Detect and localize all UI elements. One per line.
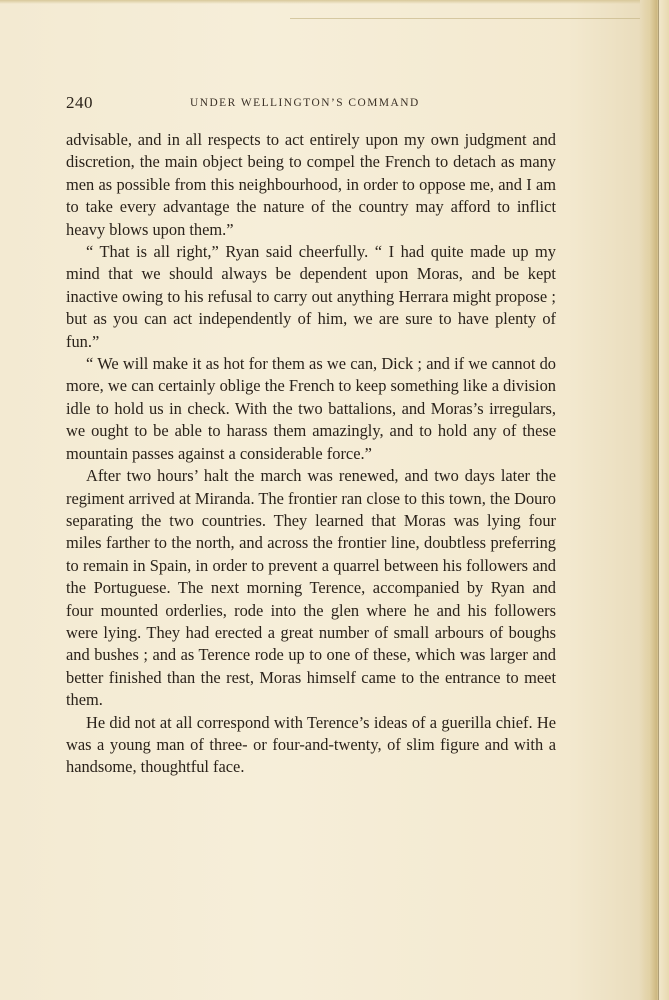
top-edge-line — [290, 18, 640, 19]
page-header — [66, 93, 566, 117]
body-text — [66, 129, 556, 779]
paragraph: He did not at all correspond with Terence’s ideas of a guerilla chief. He was a young man of three- or four-and-twenty, of slim figure and with a handsome, thoughtful face. — [66, 712, 556, 777]
paragraph: “ We will make it as hot for them as we can, Dick ; and if we cannot do more, we can certainly oblige the French to keep something like a division idle to hold us in check. With the two battalions, and Moras’s irregulars, we ought to be able to harass them amazingly, and to hold any of these mountain passes against a considerable force.” — [66, 354, 556, 463]
page-number: 240 — [66, 93, 93, 112]
paragraph-continuation: advisable, and in all respects to act entirely upon my own judgment and discretion, the main object being to compel the French to detach as many men as possible from this neighbourhood, in order to oppose me, and I am to take every advantage the nature of the country may afford to inflict heavy blows upon them.” — [66, 130, 556, 239]
page-gutter-edge — [639, 0, 669, 1000]
top-edge-shadow — [0, 0, 640, 4]
paragraph: “ That is all right,” Ryan said cheerfully. “ I had quite made up my mind that we should always be dependent upon Moras, and be kept inactive owing to his refusal to carry out anything Herrara might propose ; but as you can act independently of him, we are sure to have plenty of fun.” — [66, 242, 556, 351]
page-edge-line — [658, 0, 659, 1000]
running-head: UNDER WELLINGTON’S COMMAND — [190, 97, 420, 109]
paragraph: After two hours’ halt the march was renewed, and two days later the regiment arrived at Miranda. The frontier ran close to this town, the Douro separating the two countries. They learned that Moras was lying four miles farther to the north, and across the frontier line, doubtless preferring to remain in Spain, in order to prevent a quarrel between his followers and the Portuguese. The next morning Terence, accompanied by Ryan and four mounted orderlies, rode into the glen where he and his followers were lying. They had erected a great number of small arbours of boughs and bushes ; and as Terence rode up to one of these, which was larger and better finished than the rest, Moras himself came to the entrance to meet them. — [66, 466, 556, 710]
